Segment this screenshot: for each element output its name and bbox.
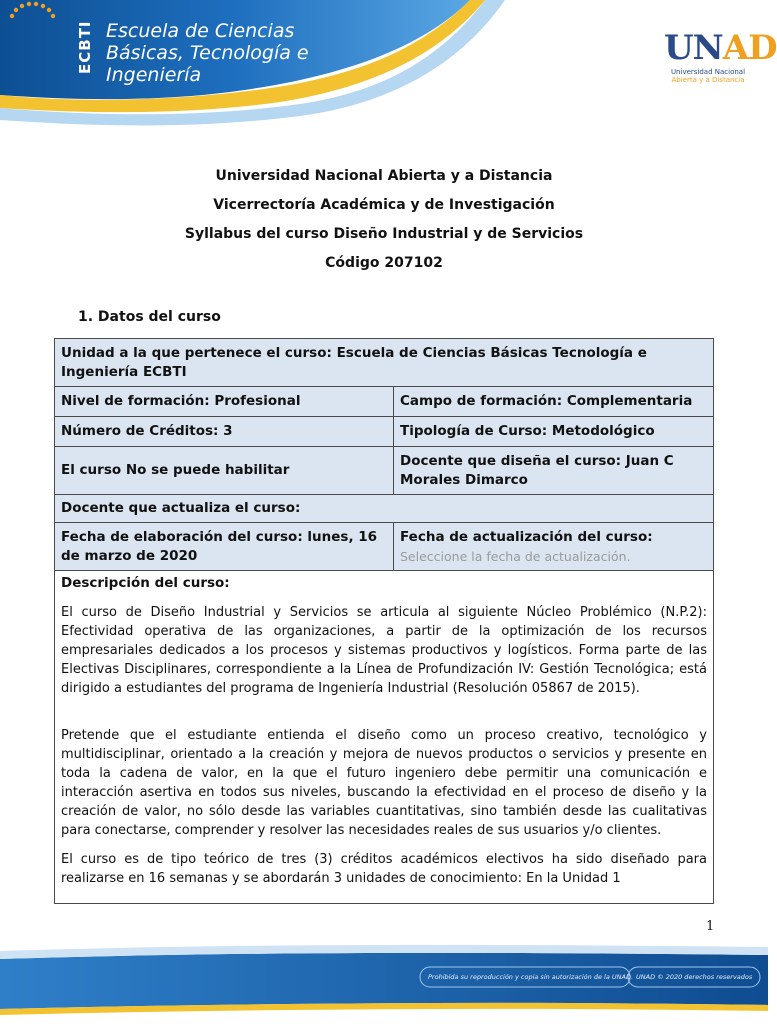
table-row — [55, 339, 714, 387]
table-row — [55, 447, 714, 495]
descripcion-paragraph-3: El curso es de tipo teórico de tres (3) créditos académicos electivos ha sido diseñado para realizarse en 16 semanas y se abordarán 3 unidades de conocimiento: En la Unidad 1 — [61, 852, 707, 886]
footer-rights: UNAD © 2020 derechos reservados — [636, 973, 753, 981]
university-title: Universidad Nacional Abierta y a Distancia — [215, 168, 553, 184]
page-header — [0, 0, 777, 130]
table-row — [55, 523, 714, 571]
table-row — [55, 495, 714, 523]
page-footer — [0, 945, 768, 1024]
table-row — [55, 387, 714, 417]
unidad-cell: Unidad a la que pertenece el curso: Escuela de Ciencias Básicas Tecnología e Ingeniería ECBTI — [55, 339, 714, 387]
footer-notice: Prohibida su reproducción y copia sin autorización de la UNAD. — [428, 973, 634, 981]
school-name — [106, 20, 309, 86]
document-titles — [0, 162, 768, 278]
course-code: Código 207102 — [325, 255, 443, 271]
school-line-1: Escuela de Ciencias — [106, 20, 295, 42]
unad-logo-dots — [0, 0, 90, 30]
fecha-actualizacion-label: Fecha de actualización del curso: — [400, 528, 653, 545]
school-line-3: Ingeniería — [106, 64, 202, 86]
unad-logo-subtitle: Universidad Nacional Abierta y a Distancia — [670, 68, 746, 84]
fecha-elaboracion-cell: Fecha de elaboración del curso: lunes, 16 de marzo de 2020 — [55, 523, 394, 571]
habilitar-cell: El curso No se puede habilitar — [55, 447, 394, 495]
descripcion-paragraph-2: Pretende que el estudiante entienda el diseño como un proceso creativo, tecnológico y multidisciplinar, orientado a la creación y mejora de nuevos productos o servicios y presente en toda la cadena de valor, en la que el futuro ingeniero debe permitir una comunicación e interacción asertiva en todos sus niveles, buscando la efectividad en el proceso de diseño y la creación de valor, no sólo desde las variables cuantitativas, sino también desde las cualitativas para conectarse, comprender y resolver las necesidades reales de sus usuarios y/o clientes. — [61, 728, 707, 838]
school-line-2: Básicas, Tecnología e — [106, 42, 309, 64]
page-number: 1 — [706, 919, 715, 934]
section-heading: 1. Datos del curso — [78, 309, 221, 325]
fecha-actualizacion-cell — [394, 523, 714, 571]
campo-cell: Campo de formación: Complementaria — [394, 387, 714, 417]
ecbti-vertical-label: ECBTI — [76, 20, 94, 74]
syllabus-title: Syllabus del curso Diseño Industrial y de Servicios — [184, 226, 584, 242]
fecha-actualizacion-picker[interactable]: Seleccione la fecha de actualización. — [400, 548, 631, 564]
docente-disena-cell: Docente que diseña el curso: Juan C Morales Dimarco — [394, 447, 714, 495]
unad-logo-word: UNAD — [664, 28, 777, 68]
vice-rectory-title: Vicerrectoría Académica y de Investigación — [213, 197, 555, 213]
docente-actualiza-cell: Docente que actualiza el curso: — [55, 495, 714, 523]
creditos-cell: Número de Créditos: 3 — [55, 417, 394, 447]
descripcion-paragraph-1: El curso de Diseño Industrial y Servicios se articula al siguiente Núcleo Problémico (N.P.2): Efectividad operativa de las organizaciones, a partir de la optimización de los recursos empresariales dedicados a los procesos y sistemas productivos y logísticos. Forma parte de las Electivas Disciplinares, correspondiente a la Línea de Profundización IV: Gestión Tecnológica; está dirigido a estudiantes del programa de Ingeniería Industrial (Resolución 05867 de 2015). — [61, 605, 707, 696]
descripcion-cell — [55, 571, 714, 904]
course-data-table — [54, 338, 714, 904]
tipologia-cell: Tipología de Curso: Metodológico — [394, 417, 714, 447]
nivel-cell: Nivel de formación: Profesional — [55, 387, 394, 417]
table-row — [55, 571, 714, 904]
footer-banner — [0, 945, 768, 1024]
table-row — [55, 417, 714, 447]
descripcion-title: Descripción del curso: — [61, 575, 230, 591]
